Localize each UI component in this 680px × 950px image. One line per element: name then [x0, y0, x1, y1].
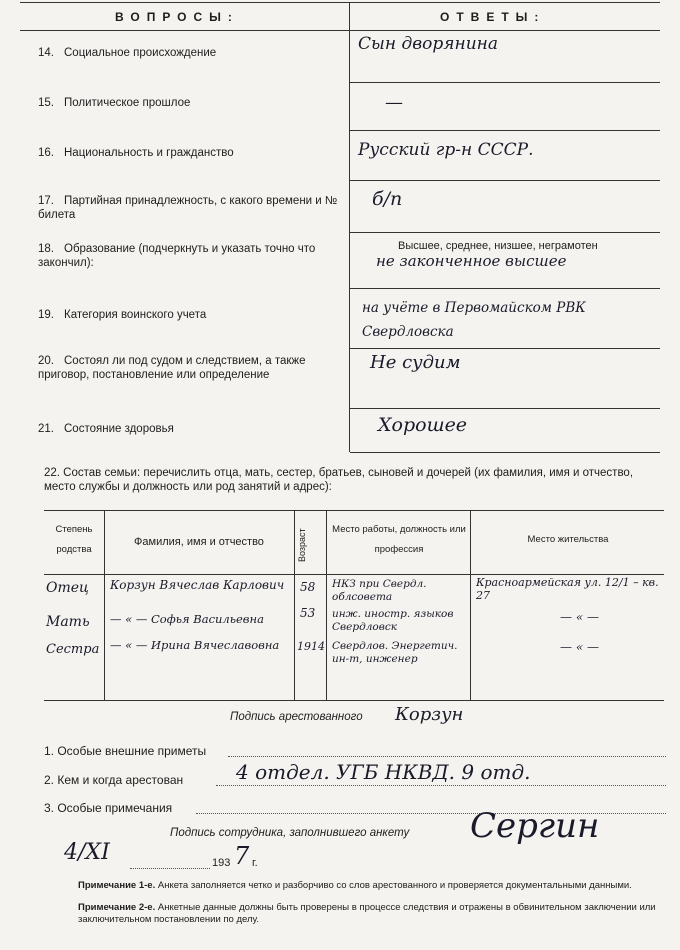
answer-15: —	[385, 92, 403, 113]
question-number: 17.	[38, 195, 54, 207]
row-separator	[350, 408, 660, 409]
arrested-signature-label: Подпись арестованного	[230, 711, 363, 723]
question-text: Категория воинского учета	[64, 309, 207, 321]
row-separator	[350, 82, 660, 83]
family-row-2-name: — « — Софья Васильевна	[110, 612, 264, 626]
family-row-2-work: инж. иностр. языков Свердловск	[332, 608, 454, 633]
row-separator	[350, 348, 660, 349]
row-separator	[350, 180, 660, 181]
answer-16: Русский гр-н СССР.	[358, 140, 534, 160]
family-label: 22. Состав семьи: перечислить отца, мать, сестер, братьев, сыновей и дочерей (их фамилия, имя и отчество, место службы и должность или род занятий и адрес):	[44, 467, 634, 493]
note-2-title: Примечание 2-е.	[78, 902, 156, 913]
answer-14: Сын дворянина	[358, 34, 498, 54]
question-17	[38, 194, 338, 222]
family-row-3-name: — « — Ирина Вячеславовна	[110, 638, 280, 652]
family-col-divider	[470, 510, 471, 700]
answer-21: Хорошее	[378, 414, 468, 436]
lower-line-1	[228, 756, 666, 757]
question-number: 19.	[38, 309, 54, 321]
note-1-text: Анкета заполняется четко и разборчиво со слов арестованного и проверяется документальными данными.	[157, 880, 632, 891]
question-text: Состояние здоровья	[64, 423, 174, 435]
date-year-hand: 7	[234, 842, 250, 870]
header-divider	[20, 30, 660, 31]
lower-label-1: 1. Особые внешние приметы	[44, 744, 207, 758]
note-1-title: Примечание 1-е.	[78, 880, 156, 891]
question-21	[38, 422, 343, 436]
top-border	[20, 2, 660, 3]
row-separator	[350, 288, 660, 289]
answer-19: на учёте в Первомайском РВК Свердловска	[362, 300, 586, 340]
question-15	[38, 96, 343, 110]
question-text: Состоял ли под судом и следствием, а также приговор, постановление или определение	[38, 355, 306, 381]
question-14	[38, 46, 343, 60]
col-address: Место жительства	[527, 534, 609, 545]
lower-line-2	[216, 785, 666, 786]
question-20	[38, 354, 338, 382]
family-row-3-address: — « —	[560, 640, 599, 654]
col-age-wrap	[297, 520, 325, 570]
date-line	[130, 868, 210, 869]
date-day: 4/XI	[64, 840, 110, 865]
question-text: Национальность и гражданство	[64, 147, 234, 159]
question-text: Партийная принадлежность, с какого времени и № билета	[38, 195, 338, 221]
family-row-3-work: Свердлов. Энергетич. ин-т, инженер	[332, 640, 458, 665]
date-year-printed: 193	[212, 857, 231, 869]
note-2	[78, 902, 670, 926]
question-number: 20.	[38, 355, 54, 367]
col-relation: Степень родства	[55, 524, 93, 555]
question-number: 18.	[38, 243, 54, 255]
row-separator	[350, 452, 660, 453]
family-row-2-relation: Мать	[46, 614, 90, 630]
family-row-1-address: Красноармейская ул. 12/1 – кв. 27	[476, 576, 659, 602]
family-row-1-name: Корзун Вячеслав Карлович	[110, 578, 285, 592]
family-row-1-work: НКЗ при Свердл. облсовета	[332, 578, 427, 603]
family-col-divider	[294, 510, 295, 700]
family-col-divider	[326, 510, 327, 700]
education-options: Высшее, среднее, низшее, неграмотен	[398, 240, 598, 252]
family-row-2-age: 53	[300, 606, 316, 620]
question-text: Политическое прошлое	[64, 97, 191, 109]
question-19	[38, 308, 343, 322]
answer-17: б/п	[372, 188, 403, 210]
question-16	[38, 146, 343, 160]
question-18	[38, 242, 338, 270]
question-number: 21.	[38, 423, 54, 435]
answer-20: Не судим	[370, 352, 461, 373]
lower-label-2: 2. Кем и когда арестован	[44, 773, 184, 787]
column-divider	[349, 2, 350, 452]
family-row-1-age: 58	[300, 580, 316, 594]
answer-18: не законченное высшее	[376, 252, 567, 270]
officer-signature-label: Подпись сотрудника, заполнившего анкету	[170, 827, 410, 839]
family-col-divider	[104, 510, 105, 700]
questions-header: ВОПРОСЫ:	[115, 10, 239, 24]
arrested-signature: Корзун	[395, 704, 464, 725]
col-name: Фамилия, имя и отчество	[134, 536, 264, 548]
col-work: Место работы, должность или профессия	[332, 524, 466, 555]
family-table-header-bottom	[44, 574, 664, 575]
family-row-3-age: 1914	[297, 640, 325, 653]
note-1	[78, 880, 670, 892]
officer-signature: Сергин	[470, 806, 600, 846]
family-row-2-address: — « —	[560, 610, 599, 624]
lower-label-3: 3. Особые примечания	[44, 801, 173, 815]
family-table-bottom	[44, 700, 664, 701]
question-number: 14.	[38, 47, 54, 59]
question-text: Образование (подчеркнуть и указать точно что закончил):	[38, 243, 316, 269]
question-text: Социальное происхождение	[64, 47, 217, 59]
question-number: 15.	[38, 97, 54, 109]
row-separator	[350, 130, 660, 131]
lower-value-2: 4 отдел. УГБ НКВД. 9 отд.	[236, 760, 531, 784]
note-2-text: Анкетные данные должны быть проверены в процессе следствия и отражены в обвинительном заключении или заключительном постановлении по делу.	[78, 902, 656, 925]
question-number: 16.	[38, 147, 54, 159]
col-age: Возраст	[297, 528, 307, 562]
row-separator	[350, 232, 660, 233]
family-row-3-relation: Сестра	[46, 642, 100, 657]
answers-header: ОТВЕТЫ:	[440, 10, 546, 24]
family-table-top	[44, 510, 664, 511]
date-suffix: г.	[252, 857, 258, 869]
family-row-1-relation: Отец	[46, 580, 89, 596]
